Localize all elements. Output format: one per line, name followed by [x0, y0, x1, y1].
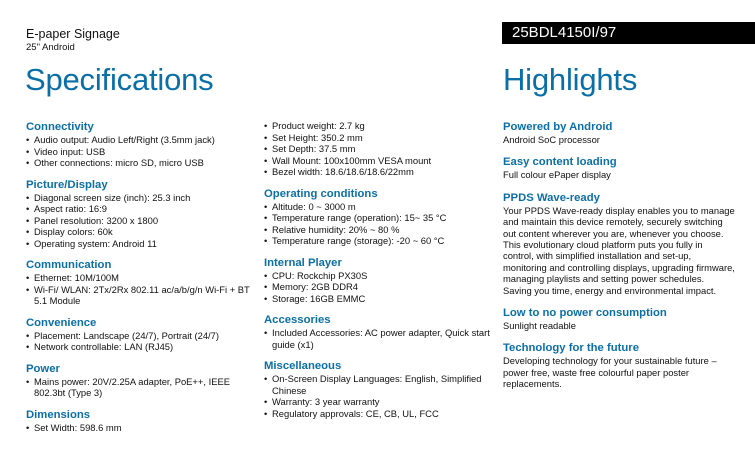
highlight-body: Your PPDS Wave-ready display enables you to manage and maintain this device remotely, securely switching out content wherever you are, whenever you choose. This evolutionary cloud platform puts you fully in control, with simplified installation and set-up, monitoring and controlling displays, upgrading firmware, managing playlists and setting power schedules. Saving you time, energy and environmental impact. [503, 204, 735, 296]
highlight-low-to-no-power-consumption [503, 306, 735, 331]
spec-item: • Warranty: 3 year warranty [264, 396, 490, 408]
highlight-body: Full colour ePaper display [503, 169, 611, 181]
highlight-body: Android SoC processor [503, 134, 600, 145]
spec-item: • Diagonal screen size (inch): 25.3 inch [26, 192, 254, 204]
spec-item: • Other connections: micro SD, micro USB [26, 157, 254, 169]
spec-section-title: Internal Player [264, 256, 342, 269]
spec-list [26, 272, 254, 307]
spec-item: • Temperature range (operation): 15~ 35 °C [264, 212, 490, 224]
spec-item: • Included Accessories: AC power adapter, Quick start guide (x1) [264, 327, 490, 350]
spec-section-title: Miscellaneous [264, 360, 342, 372]
spec-item: • Relative humidity: 20% ~ 80 % [264, 224, 490, 236]
spec-section-title: Convenience [26, 316, 97, 329]
spec-section-title: Communication [26, 259, 112, 271]
spec-section-accessories [264, 313, 490, 350]
spec-section-picture-display [26, 178, 254, 250]
spec-section-title: Connectivity [26, 121, 94, 133]
highlights-column [503, 120, 735, 400]
spec-item: • Set Height: 350.2 mm [264, 132, 490, 144]
spec-list [264, 373, 490, 419]
product-subtitle: 25" Android [26, 42, 75, 53]
spec-item: • Operating system: Android 11 [26, 238, 254, 250]
highlight-title: Powered by Android [503, 121, 613, 133]
spec-item: • On-Screen Display Languages: English, Simplified Chinese [264, 373, 490, 396]
spec-section-title: Accessories [264, 314, 331, 326]
highlight-body: Sunlight readable [503, 320, 576, 332]
spec-item: • Aspect ratio: 16:9 [26, 203, 254, 215]
highlight-title: Easy content loading [503, 156, 617, 169]
highlight-title: PPDS Wave-ready [503, 191, 600, 204]
spec-section-miscellaneous [264, 359, 490, 419]
spec-item: • Set Width: 598.6 mm [26, 422, 254, 434]
product-type: E-paper Signage [26, 27, 120, 41]
spec-list [264, 327, 490, 350]
spec-list [26, 422, 254, 434]
spec-list [26, 134, 254, 169]
spec-item: • Network controllable: LAN (RJ45) [26, 341, 254, 353]
spec-list [26, 330, 254, 353]
highlight-title: Low to no power consumption [503, 307, 667, 320]
highlight-body: Developing technology for your sustainable future – power free, waste free colourful paper poster replacements. [503, 355, 717, 390]
highlight-title: Technology for the future [503, 342, 639, 355]
spec-item: • Set Depth: 37.5 mm [264, 143, 490, 155]
spec-list [264, 270, 490, 305]
spec-item: • Placement: Landscape (24/7), Portrait (24/7) [26, 330, 254, 342]
spec-list [264, 120, 490, 178]
spec-list [264, 201, 490, 247]
spec-section-connectivity [26, 120, 254, 169]
specifications-heading: Specifications [25, 62, 214, 97]
spec-section-dimensions [26, 408, 254, 434]
model-number-banner: 25BDL4150I/97 [502, 22, 755, 44]
spec-item: • Storage: 16GB EMMC [264, 293, 490, 305]
spec-section-convenience [26, 316, 254, 353]
highlight-easy-content-loading [503, 155, 735, 180]
spec-item: • Video input: USB [26, 146, 254, 158]
spec-section-title: Operating conditions [264, 187, 378, 200]
spec-item: • Display colors: 60k [26, 226, 254, 238]
spec-item: • Mains power: 20V/2.25A adapter, PoE++, IEEE 802.3bt (Type 3) [26, 376, 254, 399]
spec-item: • Wall Mount: 100x100mm VESA mount [264, 155, 490, 167]
spec-item: • Altitude: 0 ~ 3000 m [264, 201, 490, 213]
spec-item: • CPU: Rockchip PX30S [264, 270, 490, 282]
spec-section-operating-conditions [264, 187, 490, 247]
highlight-technology-for-the-future [503, 341, 735, 389]
spec-section-power [26, 362, 254, 399]
spec-list [26, 192, 254, 250]
spec-section-continued [264, 120, 490, 178]
highlight-ppds-wave-ready [503, 191, 735, 296]
highlight-powered-by-android [503, 120, 735, 145]
spec-list [26, 376, 254, 399]
specs-column-1 [26, 120, 254, 442]
spec-item: • Bezel width: 18.6/18.6/18.6/22mm [264, 166, 490, 178]
spec-item: • Wi-Fi/ WLAN: 2Tx/2Rx 802.11 ac/a/b/g/n Wi-Fi + BT 5.1 Module [26, 284, 254, 307]
spec-item: • Memory: 2GB DDR4 [264, 281, 490, 293]
spec-item: • Temperature range (storage): -20 ~ 60 °C [264, 235, 490, 247]
specs-column-2 [264, 120, 490, 428]
spec-item: • Product weight: 2.7 kg [264, 120, 490, 132]
spec-section-title: Dimensions [26, 408, 91, 421]
spec-item: • Ethernet: 10M/100M [26, 272, 254, 284]
highlights-heading: Highlights [503, 62, 638, 97]
spec-item: • Audio output: Audio Left/Right (3.5mm jack) [26, 134, 254, 146]
spec-item: • Panel resolution: 3200 x 1800 [26, 215, 254, 227]
spec-item: • Regulatory approvals: CE, CB, UL, FCC [264, 408, 490, 420]
spec-section-communication [26, 258, 254, 307]
spec-section-title: Power [26, 362, 60, 375]
spec-section-internal-player [264, 256, 490, 305]
spec-section-title: Picture/Display [26, 178, 108, 191]
